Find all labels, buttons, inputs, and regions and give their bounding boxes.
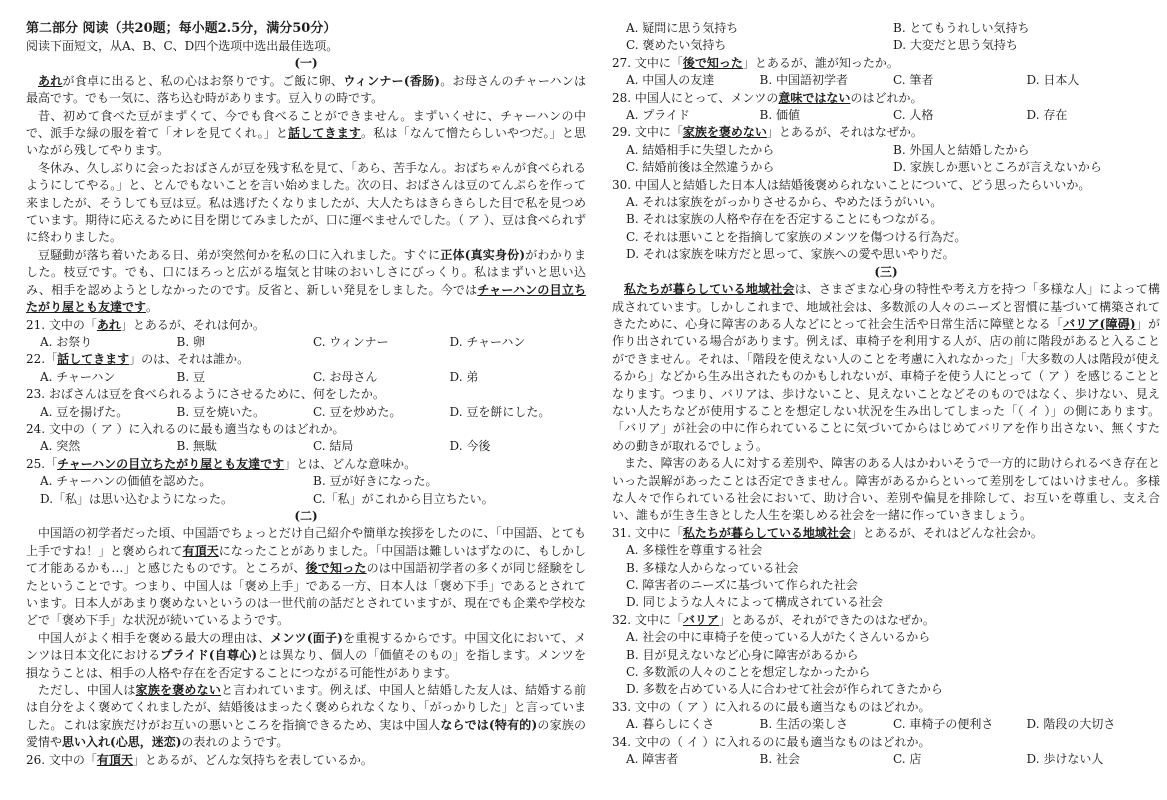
question-26-options (612, 20, 1160, 55)
passage-1-para-2: 昔、初めて食べた豆がまずくて、今でも食べることができません。まずいくせに、チャーハンの中で、派手な緑の服を着て「オレを見てくれ。」と話してきます。私は「なんて憎たらしいやつだ。」と思いながら残してやります。 (26, 108, 586, 158)
question-28-options (612, 107, 1160, 124)
option[interactable]: C. 車椅子の便利さ (893, 717, 994, 732)
option[interactable]: C. ウィンナー (313, 334, 389, 349)
option[interactable]: D. 存在 (1026, 108, 1068, 123)
passage-2-para-3: ただし、中国人は家族を褒めないと言われています。例えば、中国人と結婚した友人は、結婚する前は自分をよく褒めてくれましたが、結婚後はまったく褒められなくなり、「がっかりした」と言っていました。これは家族だけがお互いの悪いところを指摘できるため、実は中国人ならでは(特有的)の家族の愛情や思い入れ(心思，迷恋)の表れのようです。 (26, 683, 586, 750)
option[interactable]: C. 豆を炒めた。 (313, 404, 402, 419)
question-25: 25.「チャーハンの目立ちたがり屋とも友達です」とは、どんな意味か。 (26, 456, 417, 471)
option[interactable]: D. 弟 (449, 369, 479, 384)
option[interactable]: B. 中国語初学者 (759, 73, 848, 88)
passage-3-title: (三) (874, 264, 898, 279)
option[interactable]: D. 家族しか悪いところが言えないから (893, 160, 1102, 175)
option[interactable]: A. お祭り (40, 334, 93, 349)
question-24: 24. 文中の（ ア ）に入れるのに最も適当なものはどれか。 (26, 421, 345, 436)
option[interactable]: C.「私」がこれから目立ちたい。 (313, 491, 494, 506)
option[interactable]: D. 同じような人々によって構成されている社会 (626, 595, 883, 610)
question-21-options (26, 334, 586, 351)
question-32: 32. 文中に「バリア」とあるが、それができたのはなぜか。 (612, 612, 935, 627)
option[interactable]: A. 暮らしにくさ (626, 717, 715, 732)
question-22: 22.「話してきます」のは、それは誰か。 (26, 352, 250, 367)
option[interactable]: D. 日本人 (1026, 73, 1080, 88)
option[interactable]: D.「私」は思い込むようになった。 (40, 491, 234, 506)
question-23-options (26, 404, 586, 421)
option[interactable]: C. 結婚前後は全然違うから (626, 160, 775, 175)
question-27-options (612, 72, 1160, 89)
right-column (612, 20, 1160, 768)
question-34-options (612, 751, 1160, 768)
option[interactable]: A. 疑問に思う気持ち (626, 21, 739, 35)
option[interactable]: C. 店 (893, 752, 922, 767)
question-27: 27. 文中に「後で知った」とあるが、誰が知ったか。 (612, 55, 899, 70)
option[interactable]: B. 価値 (759, 108, 800, 123)
option[interactable]: C. それは悪いことを指摘して家族のメンツを傷つける行為だ。 (626, 229, 967, 244)
instruction: 阅读下面短文，从A、B、C、D四个选项中选出最佳选项。 (26, 39, 339, 53)
option[interactable]: B. 卵 (176, 334, 205, 349)
option[interactable]: D. 歩けない人 (1026, 752, 1104, 767)
option[interactable]: A. それは家族をがっかりさせるから、やめたほうがいい。 (626, 195, 943, 210)
option[interactable]: D. 多数を占めている人に合わせて社会が作られてきたから (626, 682, 943, 697)
option[interactable]: D. 今後 (449, 439, 491, 454)
passage-3-para-2: また、障害のある人に対する差別や、障害のある人はかわいそうで一方的に助けられるべき存在といった誤解があったことは否定できません。障害があるからといって差別をしてはいけません。多様な人々で作られている社会において、助け合い、差別や偏見を排除して、お互いを尊重し、支え合い、誰もが生き生きとした人生を楽しめる社会を一緒に作っていきましょう。 (612, 456, 1160, 523)
question-23: 23. おばさんは豆を食べられるようにさせるために、何をしたか。 (26, 387, 385, 402)
option[interactable]: B. とてもうれしい気持ち (893, 21, 1030, 35)
option[interactable]: B. 豆を焼いた。 (176, 404, 265, 419)
option[interactable]: A. 社会の中に車椅子を使っている人がたくさんいるから (626, 630, 931, 645)
option[interactable]: C. 多数派の人々のことを想定しなかったから (626, 665, 871, 680)
question-30: 30. 中国人と結婚した日本人は結婚後褒められないことについて、どう思ったらいいか。 (612, 177, 1091, 192)
option[interactable]: A. 豆を揚げた。 (40, 404, 129, 419)
option[interactable]: D. 大変だと思う気持ち (893, 38, 1018, 53)
question-31: 31. 文中に「私たちが暮らしている地域社会」とあるが、それはどんな社会か。 (612, 525, 1043, 540)
option[interactable]: D. それは家族を味方だと思って、家族への愛や思いやりだ。 (626, 247, 955, 262)
option[interactable]: B. 生活の楽しさ (759, 717, 848, 732)
option[interactable]: A. 多様性を尊重する社会 (626, 543, 763, 558)
question-24-options (26, 438, 586, 455)
question-29: 29. 文中に「家族を褒めない」とあるが、それはなぜか。 (612, 125, 923, 140)
option[interactable]: A. 障害者 (626, 752, 679, 767)
option[interactable]: B. 豆が好きになった。 (313, 474, 438, 489)
option[interactable]: B. それは家族の人格や存在を否定することにもつながる。 (626, 212, 943, 227)
passage-2-title: (二) (294, 508, 318, 523)
option[interactable]: A. チャーハンの価値を認めた。 (40, 474, 212, 489)
passage-1-para-4: 豆騒動が落ち着いたある日、弟が突然何かを私の口に入れました。すぐに正体(真实身份)がわかりました。枝豆です。でも、口にほろっと広がる塩気と甘味のおいしさにびっくり。私はまずいと思い込み、相手を認めようとしなかったのです。反省と、新しい発見をしました。今ではチャーハンの目立ちたがり屋とも友達です。 (26, 247, 587, 315)
question-30-options (612, 194, 1160, 264)
question-22-options (26, 369, 586, 386)
option[interactable]: B. 社会 (759, 752, 800, 767)
option[interactable]: D. 階段の大切さ (1026, 717, 1116, 732)
option[interactable]: B. 豆 (176, 369, 205, 384)
option[interactable]: A. 突然 (40, 439, 81, 454)
question-29-options (612, 142, 1160, 177)
option[interactable]: B. 多様な人からなっている社会 (626, 560, 799, 575)
option[interactable]: A. プライド (626, 108, 690, 123)
option[interactable]: C. 結局 (313, 439, 354, 454)
question-34: 34. 文中の（ イ ）に入れるのに最も適当なものはどれか。 (612, 734, 931, 749)
question-21: 21. 文中の「あれ」とあるが、それは何か。 (26, 317, 265, 332)
passage-1-title: (一) (294, 56, 318, 71)
passage-3-para-1: 私たちが暮らしている地域社会は、さまざまな心身の特性や考え方を持つ「多様な人」によって構成されています。しかしこれまで、地域社会は、多数派の人々のニーズと習慣に基づいて構築されてきたために、心身に障害のある人などにとって社会生活や日常生活に障壁となる「バリア(障碍)」が作り出されている場合があります。例えば、車椅子を利用する人が、店の前に階段があると入ることができません。それは、「階段を使えない人のことを考慮に入れなかった」「大多数の人は階段が使えるから」などから生み出されたものかもしれないが、車椅子を使う人にとって（ ア ）を感じることとなります。つまり、バリアは、歩けないこと、見えないことなどそのものではなく、歩けない、見えない人たちなどが使用することを想定しない状況を生み出してしまった「（ イ ）」の側にあります。「バリア」が社会の中に作られていることに気づいてからはじめてバリアを作り出さない、無くすための動きが取れるでしょう。 (612, 282, 1161, 453)
option[interactable]: C. 褒めたい気持ち (626, 38, 727, 53)
question-33-options (612, 716, 1160, 733)
question-32-options (612, 629, 1160, 699)
option[interactable]: C. 人格 (893, 108, 934, 123)
option[interactable]: A. 中国人の友達 (626, 73, 715, 88)
option[interactable]: C. 筆者 (893, 73, 934, 88)
option[interactable]: C. お母さん (313, 369, 378, 384)
passage-2-para-2: 中国人がよく相手を褒める最大の理由は、メンツ(面子)を重視するからです。中国文化において、メンツは日本文化におけるプライド(自尊心)とは異なり、個人の「価値そのもの」を指します。メンツを損なうことは、相手の人格や存在を否定することにつながる可能性があります。 (26, 630, 587, 680)
question-25-options (26, 473, 586, 508)
passage-1-para-3: 冬休み、久しぶりに会ったおばさんが豆を残す私を見て、「あら、苦手なん。おばちゃんが食べられるようにしてやる。」と、とんでもないことを言い始めました。次の日、おばさんは豆のてんぷらを作って来ましたが、そうしても豆は豆。私は逃げたくなりましたが、大人たちはきらきらした目で私を見つめています。期待に応えるために目を閉じてみましたが、口に運べませんでした。（ ア ）、豆は食べられずに終わりました。 (26, 160, 586, 245)
option[interactable]: B. 目が見えないなど心身に障害があるから (626, 647, 859, 662)
question-28: 28. 中国人にとって、メンツの意味ではないのはどれか。 (612, 90, 923, 105)
question-26: 26. 文中の「有頂天」とあるが、どんな気持ちを表しているか。 (26, 752, 373, 767)
option[interactable]: A. 結婚相手に失望したから (626, 142, 775, 157)
question-31-options (612, 542, 1160, 612)
option[interactable]: A. チャーハン (40, 369, 116, 384)
section-heading: 第二部分 阅读（共20题；每小题2.5分，满分50分） (26, 21, 337, 36)
option[interactable]: D. 豆を餅にした。 (449, 404, 551, 419)
passage-1-para-1: あれが食卓に出ると、私の心はお祭りです。ご飯に卵、ウィンナー(香肠)。お母さんのチャーハンは最高です。でも一気に、落ち込む時があります。豆入りの時です。 (26, 73, 586, 106)
option[interactable]: B. 無駄 (176, 439, 217, 454)
option[interactable]: C. 障害者のニーズに基づいて作られた社会 (626, 578, 858, 592)
question-33: 33. 文中の（ ア ）に入れるのに最も適当なものはどれか。 (612, 699, 931, 714)
option[interactable]: B. 外国人と結婚したから (893, 142, 1030, 157)
option[interactable]: D. チャーハン (449, 334, 526, 349)
passage-2-para-1: 中国語の初学者だった頃、中国語でちょっとだけ自己紹介や簡単な挨拶をしたのに、「中国語、とても上手ですね！」と褒められて有頂天になったことがありました。「中国語は難しいはずなのに、もしかして才能あるかも…」と感じたものです。ところが、後で知ったのは中国語初学者の多くが同じ経験をしたということです。つまり、中国人は「褒め上手」である一方、日本人は「褒め下手」であるとされています。日本人があまり褒めないというのは一世代前の話だとされていますが、現在でも企業や学校などで「褒め下手」な状況が続いているようです。 (26, 526, 586, 628)
left-column (26, 20, 586, 769)
